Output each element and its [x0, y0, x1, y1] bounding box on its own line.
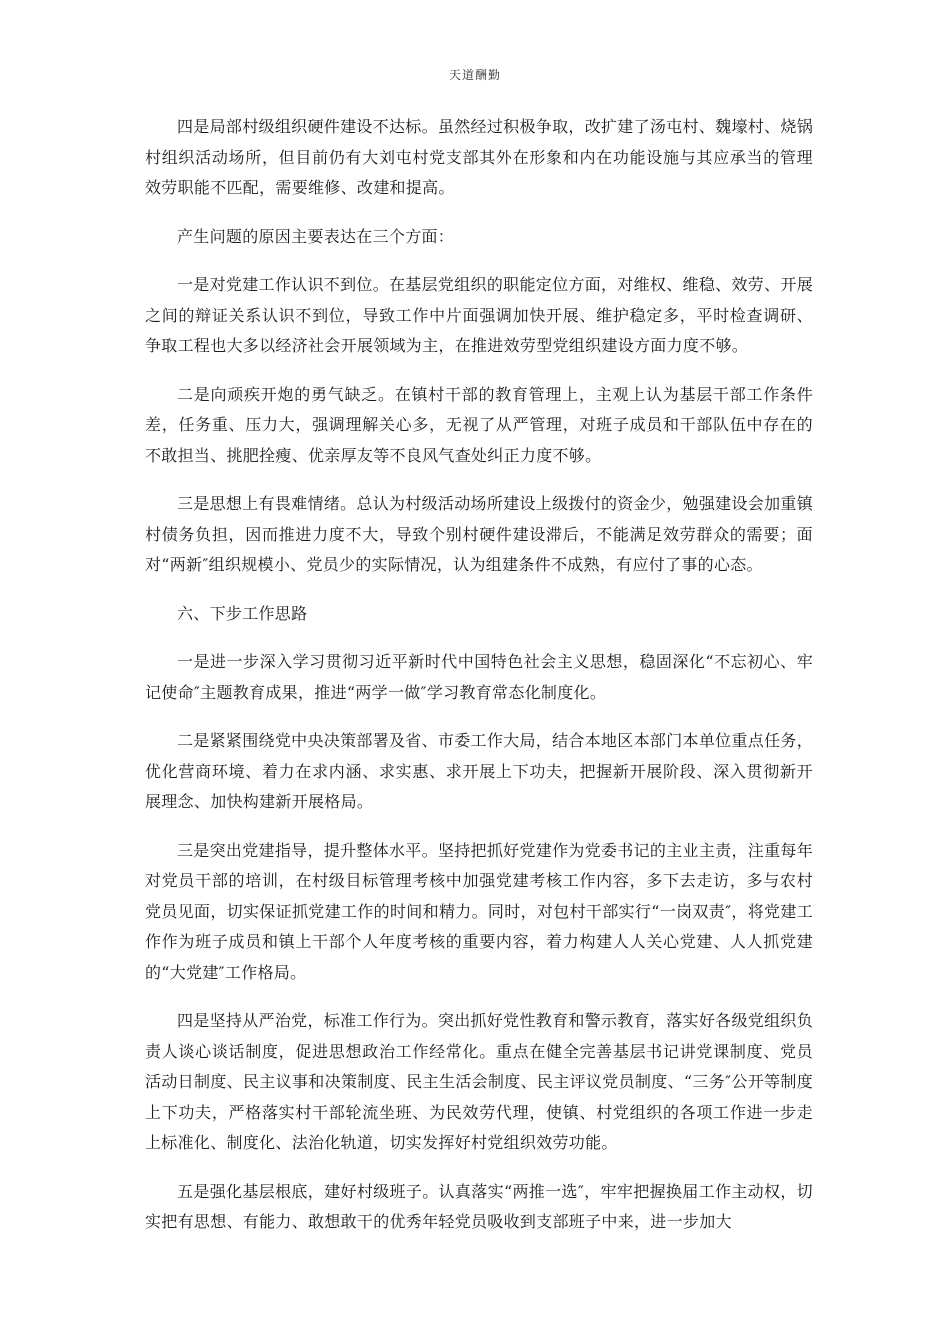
- document-body: [145, 112, 813, 1256]
- paragraph: 五是强化基层根底，建好村级班子。认真落实“两推一选″，牢牢把握换届工作主动权，切实把有思想、有能力、敢想敢干的优秀年轻党员吸收到支部班子中来，进一步加大: [145, 1181, 813, 1231]
- paragraph: 四是坚持从严治党，标准工作行为。突出抓好党性教育和警示教育，落实好各级党组织负责人谈心谈话制度，促进思想政治工作经常化。重点在健全完善基层书记讲党课制度、党员活动日制度、民主议事和决策制度、民主生活会制度、民主评议党员制度、“三务″公开等制度上下功夫，严格落实村干部轮流坐班、为民效劳代理，使镇、村党组织的各项工作进一步走上标准化、制度化、法治化轨道，切实发挥好村党组织效劳功能。: [145, 1011, 813, 1152]
- paragraph: 二是向顽疾开炮的勇气缺乏。在镇村干部的教育管理上，主观上认为基层干部工作条件差，任务重、压力大，强调理解关心多，无视了从严管理，对班子成员和干部队伍中存在的不敢担当、挑肥拴瘦、优亲厚友等不良风气查处纠正力度不够。: [145, 384, 813, 465]
- paragraph: 产生问题的原因主要表达在三个方面：: [177, 226, 455, 246]
- section-heading: 六、下步工作思路: [177, 603, 308, 623]
- paragraph: 一是进一步深入学习贯彻习近平新时代中国特色社会主义思想，稳固深化“不忘初心、牢记使命″主题教育成果，推进“两学一做″学习教育常态化制度化。: [145, 652, 813, 702]
- paragraph: 四是局部村级组织硬件建设不达标。虽然经过积极争取，改扩建了汤屯村、魏壕村、烧锅村组织活动场所，但目前仍有大刘屯村党支部其外在形象和内在功能设施与其应承当的管理效劳职能不匹配，需要维修、改建和提高。: [145, 117, 813, 197]
- page-header: 天道酬勤: [448, 68, 501, 82]
- paragraph: 一是对党建工作认识不到位。在基层党组织的职能定位方面，对维权、维稳、效劳、开展之间的辩证关系认识不到位，导致工作中片面强调加快开展、维护稳定多，平时检查调研、争取工程也大多以经济社会开展领域为主，在推进效劳型党组织建设方面力度不够。: [145, 275, 813, 355]
- paragraph: 三是思想上有畏难情绪。总认为村级活动场所建设上级拨付的资金少，勉强建设会加重镇村债务负担，因而推进力度不大，导致个别村硬件建设滞后，不能满足效劳群众的需要；面对“两新″组织规模小、党员少的实际情况，认为组建条件不成熟，有应付了事的心态。: [145, 494, 813, 574]
- paragraph: 三是突出党建指导，提升整体水平。坚持把抓好党建作为党委书记的主业主责，注重每年对党员干部的培训，在村级目标管理考核中加强党建考核工作内容，多下去走访，多与农村党员见面，切实保证抓党建工作的时间和精力。同时，对包村干部实行“一岗双责″，将党建工作作为班子成员和镇上干部个人年度考核的重要内容，着力构建人人关心党建、人人抓党建的“大党建″工作格局。: [145, 840, 813, 982]
- paragraph: 二是紧紧围绕党中央决策部署及省、市委工作大局，结合本地区本部门本单位重点任务，优化营商环境、着力在求内涵、求实惠、求开展上下功夫，把握新开展阶段、深入贯彻新开展理念、加快构建新开展格局。: [145, 731, 813, 811]
